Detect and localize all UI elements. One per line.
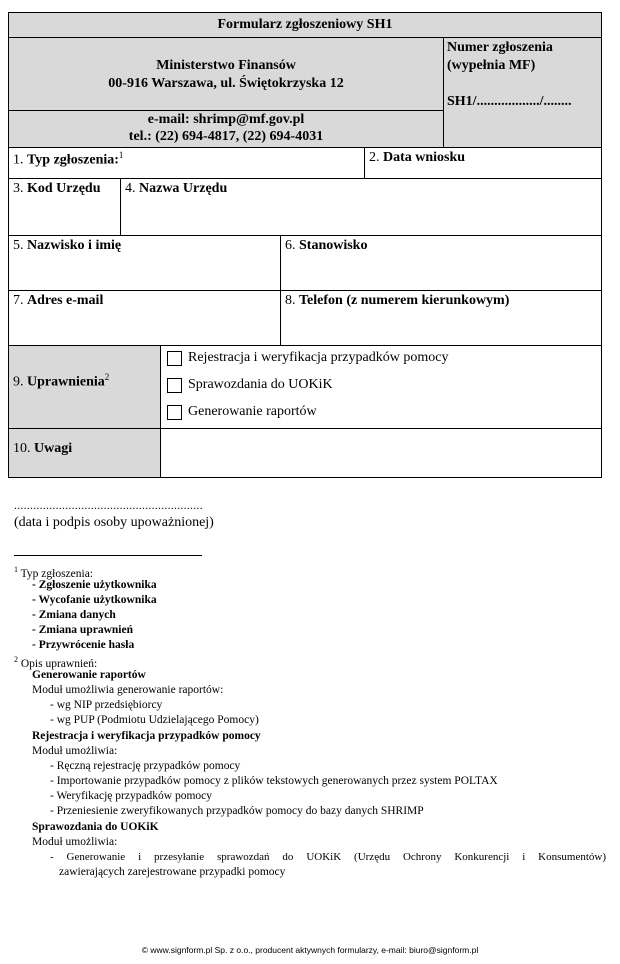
footnote-1-item: - Zmiana uprawnień [32,624,133,636]
field-remarks-label-cell [8,428,161,478]
footnote-1-item: - Wycofanie użytkownika [32,594,157,606]
registration-module-item: - Przeniesienie zweryfikowanych przypadków pomocy do bazy danych SHRIMP [50,805,424,817]
checkbox-uokik[interactable] [167,378,182,393]
field-2-label: Data wniosku [383,150,466,165]
field-phone[interactable] [280,290,602,346]
form-title-bar [8,12,602,38]
permission-option-uokik[interactable] [161,376,581,396]
uokik-module-desc: Moduł umożliwia: [32,836,118,848]
field-7-number: 7. [13,293,24,308]
footnote-separator [14,555,202,556]
field-2-number: 2. [369,150,380,165]
field-6-number: 6. [285,238,296,253]
permission-label-registration: Rejestracja i weryfikacja przypadków pomocy [188,350,449,365]
field-9-number: 9. [13,374,24,390]
field-5-label: Nazwisko i imię [27,238,122,253]
permission-option-registration[interactable] [161,349,581,369]
footnote-2-title: Opis uprawnień: [20,657,98,670]
field-8-number: 8. [285,293,296,308]
field-request-date[interactable] [364,147,602,179]
field-9-footnote-mark: 2 [104,372,110,382]
field-position[interactable] [280,235,602,291]
field-request-type[interactable] [8,147,365,179]
submission-number-note: (wypełnia MF) [447,58,536,73]
field-9-label: Uprawnienia [27,374,105,390]
reports-module-title: Generowanie raportów [32,669,146,681]
publisher-footer: © www.signform.pl Sp. z o.o., producent aktywnych formularzy, e-mail: biuro@signform.pl [141,945,479,955]
signature-dots: ........................................................... [14,498,203,512]
field-remarks-input[interactable] [160,428,602,478]
ministry-email: e-mail: shrimp@mf.gov.pl [147,112,305,127]
permission-label-uokik: Sprawozdania do UOKiK [188,377,333,392]
ministry-contact [8,110,444,148]
uokik-module-title: Sprawozdania do UOKiK [32,821,159,833]
signature-caption: (data i podpis osoby upoważnionej) [14,515,214,530]
uokik-module-item: - Generowanie i przesyłanie sprawozdań do UOKiK (Urzędu Ochrony Konkurencji i Konsumentów) [50,851,606,863]
field-6-label: Stanowisko [299,238,368,253]
submission-number-value: SH1/................../........ [447,94,572,109]
reports-module-item: - wg NIP przedsiębiorcy [50,699,163,711]
field-7-label: Adres e-mail [27,293,104,308]
footnote-1-item: - Zgłoszenie użytkownika [32,579,157,591]
form-title: Formularz zgłoszeniowy SH1 [217,17,393,32]
field-permissions-label-cell [8,345,161,429]
reports-module-desc: Moduł umożliwia generowanie raportów: [32,684,224,696]
field-5-number: 5. [13,238,24,253]
permission-label-reports: Generowanie raportów [188,404,317,419]
field-10-number: 10. [13,441,31,456]
field-full-name[interactable] [8,235,281,291]
ministry-name: Ministerstwo Finansów [156,58,296,73]
uokik-module-item-continued: zawierających zarejestrowane przypadki pomocy [59,866,286,878]
ministry-address: 00-916 Warszawa, ul. Świętokrzyska 12 [108,76,344,91]
field-4-number: 4. [125,181,136,196]
registration-module-item: - Ręczną rejestrację przypadków pomocy [50,760,241,772]
reports-module-item: - wg PUP (Podmiotu Udzielającego Pomocy) [50,714,259,726]
ministry-header [8,37,444,111]
footnote-1-item: - Zmiana danych [32,609,116,621]
permission-option-reports[interactable] [161,403,581,423]
field-4-label: Nazwa Urzędu [139,181,228,196]
field-8-label: Telefon (z numerem kierunkowym) [299,293,510,308]
submission-number-box [443,37,602,148]
field-office-name[interactable] [120,178,602,236]
field-email[interactable] [8,290,281,346]
permissions-options [160,345,602,429]
checkbox-registration[interactable] [167,351,182,366]
field-1-label: Typ zgłoszenia: [27,152,119,168]
field-3-number: 3. [13,181,24,196]
registration-module-item: - Importowanie przypadków pomocy z plików tekstowych generowanych przez system POLTAX [50,775,498,787]
submission-number-label: Numer zgłoszenia [447,40,553,55]
field-3-label: Kod Urzędu [27,181,101,196]
field-office-code[interactable] [8,178,121,236]
field-1-footnote-mark: 1 [118,150,124,160]
field-10-label: Uwagi [34,441,73,456]
checkbox-reports[interactable] [167,405,182,420]
registration-module-title: Rejestracja i weryfikacja przypadków pomocy [32,730,261,742]
footnote-1-item: - Przywrócenie hasła [32,639,135,651]
footnote-1-title: Typ zgłoszenia: [20,567,93,580]
footnote-2-mark: 2 [14,655,18,664]
footnote-1-mark: 1 [14,565,18,574]
field-1-number: 1. [13,152,24,168]
registration-module-desc: Moduł umożliwia: [32,745,118,757]
registration-module-item: - Weryfikację przypadków pomocy [50,790,213,802]
ministry-phone: tel.: (22) 694-4817, (22) 694-4031 [128,129,324,144]
